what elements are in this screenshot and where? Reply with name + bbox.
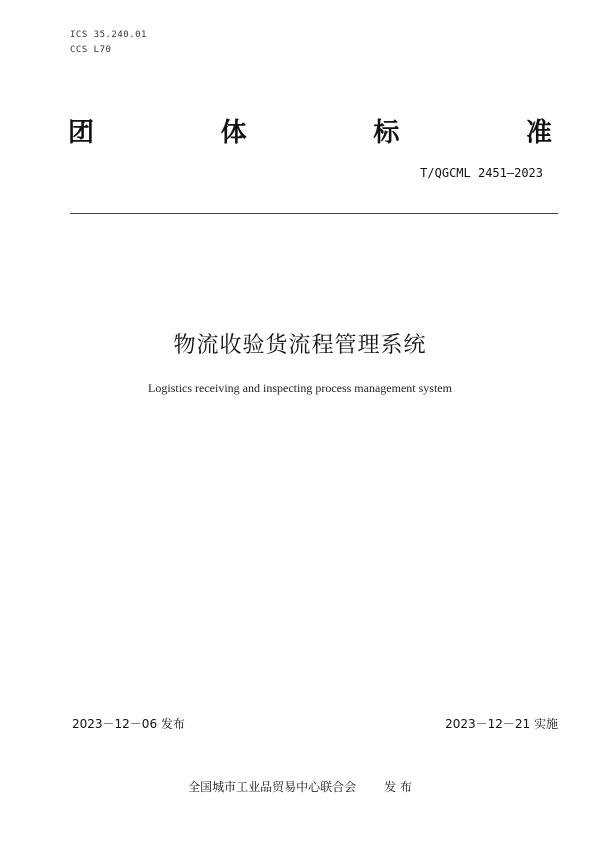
issuer-line [0,778,600,795]
issuer-name: 全国城市工业品贸易中心联合会 [188,780,357,794]
doc-type-char: 准 [525,118,552,148]
document-type-heading [68,112,552,149]
ics-code: ICS 35.240.01 [70,30,147,40]
standard-number: T/QGCML 2451—2023 [420,166,543,180]
issue-date: 2023－12－06 发布 [72,717,185,731]
header-divider [70,213,558,214]
doc-type-char: 团 [68,118,95,148]
doc-type-char: 体 [220,118,247,148]
effective-date: 2023－12－21 实施 [445,717,558,731]
ccs-code: CCS L70 [70,45,112,55]
doc-type-char: 标 [373,118,400,148]
publish-label: 发 布 [384,780,412,794]
title-chinese: 物流收验货流程管理系统 [173,333,427,358]
title-english: Logistics receiving and inspecting process management system [148,381,452,395]
